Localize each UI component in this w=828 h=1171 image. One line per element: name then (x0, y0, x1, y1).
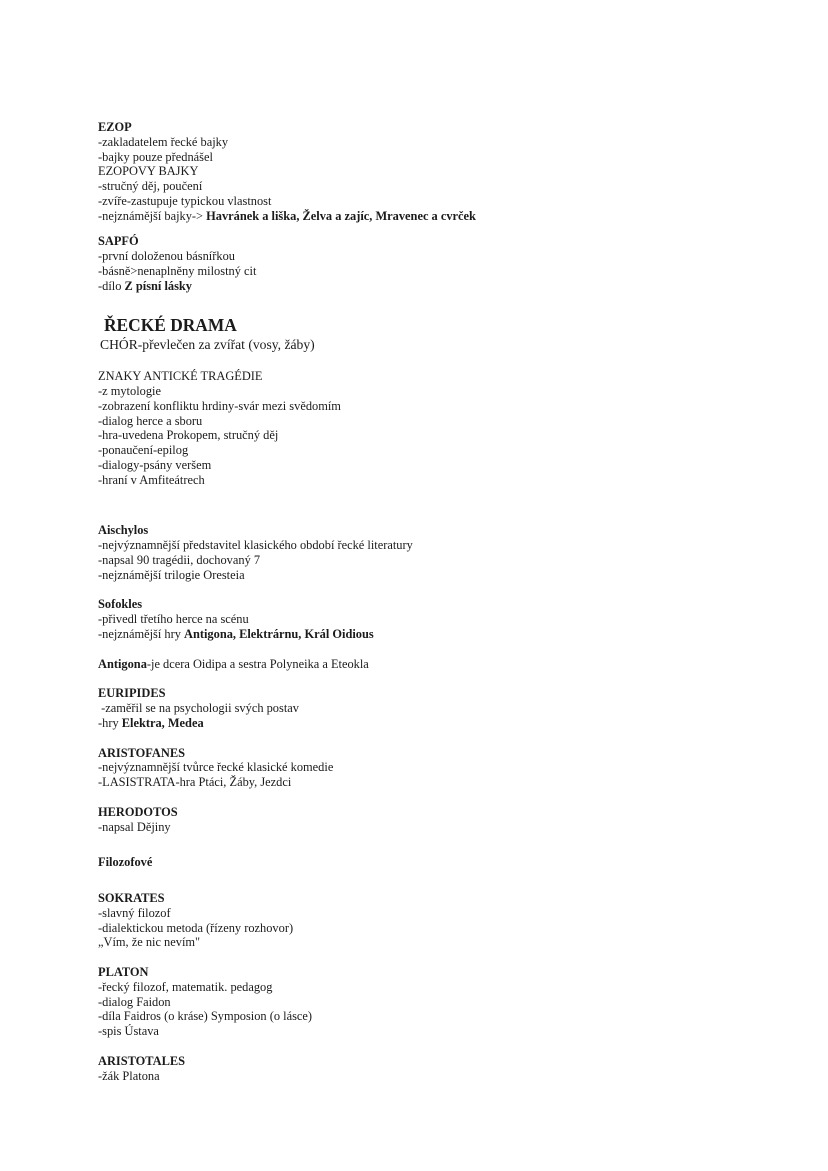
section-aischylos (98, 523, 768, 582)
section-line-quote: „Vím, že nic nevím" (98, 935, 201, 950)
section-line: -zobrazení konfliktu hrdiny-svár mezi svědomím (98, 398, 341, 413)
section-heading-aristotales: ARISTOTALES (98, 1053, 185, 1068)
section-line: -napsal 90 tragédii, dochovaný 7 (98, 552, 261, 567)
section-heading-sokrates: SOKRATES (98, 891, 165, 905)
section-heading-aristofanes: ARISTOFANES (98, 745, 185, 760)
spacer (98, 1039, 768, 1054)
line-text-normal: -nejznámější hry (98, 626, 185, 641)
section-line: -bajky pouze přednášel (98, 149, 213, 164)
section-line-mixed (98, 279, 768, 294)
spacer (98, 870, 768, 891)
section-line: -první doloženou básnířkou (98, 249, 235, 263)
section-line-mixed (98, 657, 768, 672)
section-antigona (98, 657, 768, 672)
section-line-mixed (98, 209, 768, 224)
section-line: -LASISTRATA-hra Ptáci, Žáby, Jezdci (98, 775, 292, 789)
section-recke-drama (98, 314, 768, 354)
line-text-normal: -nejznámější bajky-> (98, 208, 207, 223)
section-euripides (98, 686, 768, 730)
section-line: -nejznámější trilogie Oresteia (98, 567, 245, 582)
section-line: -nejvýznamnější tvůrce řecké klasické komedie (98, 760, 334, 775)
spacer (98, 790, 768, 805)
section-heading-sofokles: Sofokles (98, 597, 143, 612)
section-line: -hraní v Amfiteátrech (98, 472, 205, 487)
spacer (98, 487, 768, 523)
section-heading-euripides: EURIPIDES (98, 686, 166, 701)
section-heading-sapfo: SAPFÓ (98, 234, 139, 249)
spacer (98, 582, 768, 597)
section-heading-ezop: EZOP (98, 120, 132, 134)
section-znaky-anticke-tragedie (98, 369, 768, 487)
section-line: -zaměřil se na psychologii svých postav (98, 701, 299, 715)
section-line: -dialektickou metoda (řízeny rozhovor) (98, 920, 294, 935)
page-title: ŘECKÉ DRAMA (104, 315, 237, 336)
section-heading-platon: PLATON (98, 965, 149, 979)
section-line-mixed (98, 627, 768, 642)
section-line: -řecký filozof, matematik. pedagog (98, 979, 273, 994)
section-line: -přivedl třetího herce na scénu (98, 612, 249, 626)
section-heading-ezopovy-bajky: EZOPOVY BAJKY (98, 164, 199, 179)
section-line: -spis Ústava (98, 1024, 159, 1038)
section-line: -napsal Dějiny (98, 819, 171, 834)
section-line: -díla Faidros (o kráse) Symposion (o lásce) (98, 1009, 313, 1024)
line-text-bold: Antigona (98, 656, 147, 671)
section-herodotos (98, 805, 768, 835)
section-line: -stručný děj, poučení (98, 179, 203, 193)
section-subtitle-chor: CHÓR-převlečen za zvířat (vosy, žáby) (100, 337, 315, 353)
section-sofokles (98, 597, 768, 641)
section-line-mixed (98, 716, 768, 731)
line-text-bold: Z písní lásky (124, 278, 192, 293)
section-heading-aischylos: Aischylos (98, 523, 149, 538)
section-line: -dialog herce a sboru (98, 413, 203, 428)
section-line: -hra-uvedena Prokopem, stručný děj (98, 428, 279, 443)
line-text-normal: -hry (98, 715, 122, 730)
line-text-bold: Elektra, Medea (121, 715, 204, 730)
section-heading-herodotos: HERODOTOS (98, 804, 178, 819)
section-line: -žák Platona (98, 1068, 160, 1083)
section-heading-znaky: ZNAKY ANTICKÉ TRAGÉDIE (98, 369, 263, 384)
section-aristotales (98, 1054, 768, 1084)
section-platon (98, 965, 768, 1039)
section-line: -dialogy-psány veršem (98, 457, 212, 472)
spacer (98, 642, 768, 657)
section-line: -slavný filozof (98, 905, 171, 920)
document-body (98, 120, 768, 1083)
section-line: -z mytologie (98, 384, 161, 398)
section-sokrates (98, 891, 768, 950)
spacer (98, 950, 768, 965)
section-line: -dialog Faidon (98, 994, 171, 1009)
spacer (98, 293, 768, 314)
section-ezopovy-bajky (98, 164, 768, 223)
line-text-normal: -dílo (98, 278, 125, 293)
section-line: -básně>nenaplněny milostný cit (98, 263, 257, 278)
section-aristofanes (98, 746, 768, 790)
spacer (98, 354, 768, 369)
spacer (98, 223, 768, 234)
section-line: -zakladatelem řecké bajky (98, 134, 229, 149)
section-filozofove (98, 855, 768, 870)
spacer (98, 671, 768, 686)
line-text-normal: -je dcera Oidipa a sestra Polyneika a Eteokla (146, 656, 369, 671)
spacer (98, 834, 768, 855)
spacer (98, 731, 768, 746)
section-line: -nejvýznamnější představitel klasického období řecké literatury (98, 538, 413, 552)
section-ezop (98, 120, 768, 164)
line-text-bold: Antigona, Elektrárnu, Král Oidious (184, 626, 374, 641)
section-sapfo (98, 234, 768, 293)
section-line: -zvíře-zastupuje typickou vlastnost (98, 193, 272, 208)
line-text-bold: Havránek a liška, Želva a zajíc, Mravenec a cvrček (206, 208, 476, 223)
section-line: -ponaučení-epilog (98, 443, 189, 457)
section-heading-filozofove: Filozofové (98, 855, 153, 870)
